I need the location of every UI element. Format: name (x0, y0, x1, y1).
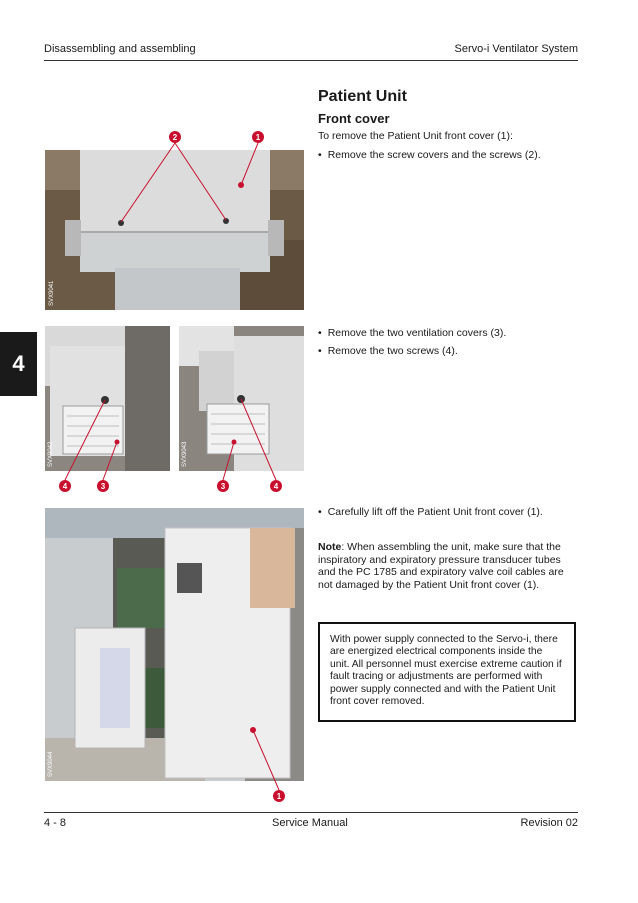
callout-1: 1 (273, 790, 285, 802)
figure-id: SVX9041 (49, 280, 55, 306)
footer-manual-title: Service Manual (272, 817, 348, 829)
note-paragraph (318, 541, 580, 591)
section-title: Patient Unit (318, 88, 407, 105)
warning-text: With power supply connected to the Servo-i, there are energized electrical components inside the unit. All personnel must exercise extreme caution if fault tracing or adjustments are performed with power supply connected and with the Patient Unit front cover removed. (330, 634, 562, 708)
section-subtitle: Front cover (318, 111, 390, 126)
bullet-glyph (318, 327, 328, 339)
figure-front-cover-removal-photo (45, 508, 304, 781)
step-bullet (318, 345, 578, 358)
callout-3: 3 (97, 480, 109, 492)
figure-ventilation-cover-right-photo (179, 326, 304, 471)
footer-rule (44, 812, 578, 813)
callout-4: 4 (59, 480, 71, 492)
footer-page-number: 4 - 8 (44, 817, 67, 829)
header-left: Disassembling and assembling (44, 43, 196, 55)
step-text: Remove the screw covers and the screws (2). (327, 149, 541, 161)
intro-text: To remove the Patient Unit front cover (1): (318, 130, 513, 142)
figure-ventilation-cover-left-photo (45, 326, 170, 471)
step-text: Remove the two ventilation covers (3). (327, 327, 507, 339)
chapter-tab: 4 (0, 332, 37, 396)
callout-2: 2 (169, 131, 181, 143)
header-right: Servo-i Ventilator System (454, 43, 578, 55)
header-rule (44, 60, 578, 61)
step-bullet (318, 327, 578, 340)
step-text: Carefully lift off the Patient Unit front cover (1). (327, 506, 543, 518)
bullet-glyph (318, 149, 328, 161)
bullet-glyph (318, 506, 328, 518)
step-text: Remove the two screws (4). (327, 345, 458, 357)
footer-revision: Revision 02 (520, 817, 578, 829)
figure-id: SVX9043 (182, 441, 188, 467)
callout-1: 1 (252, 131, 264, 143)
step-bullet (318, 506, 578, 519)
callout-4: 4 (270, 480, 282, 492)
figure-front-cover-photo (45, 150, 304, 310)
bullet-glyph (318, 345, 328, 357)
figure-id: SVX9044 (48, 751, 54, 777)
figure-id: SVX9042 (48, 441, 54, 467)
callout-3: 3 (217, 480, 229, 492)
warning-box (318, 622, 576, 722)
note-label: Note (318, 541, 342, 553)
note-text: : When assembling the unit, make sure that the inspiratory and expiratory pressure transducer tubes and the PC 1785 and expiratory valve coil cables are not damaged by the Patient Unit front cover (1). (318, 541, 564, 591)
step-bullet (318, 149, 578, 162)
